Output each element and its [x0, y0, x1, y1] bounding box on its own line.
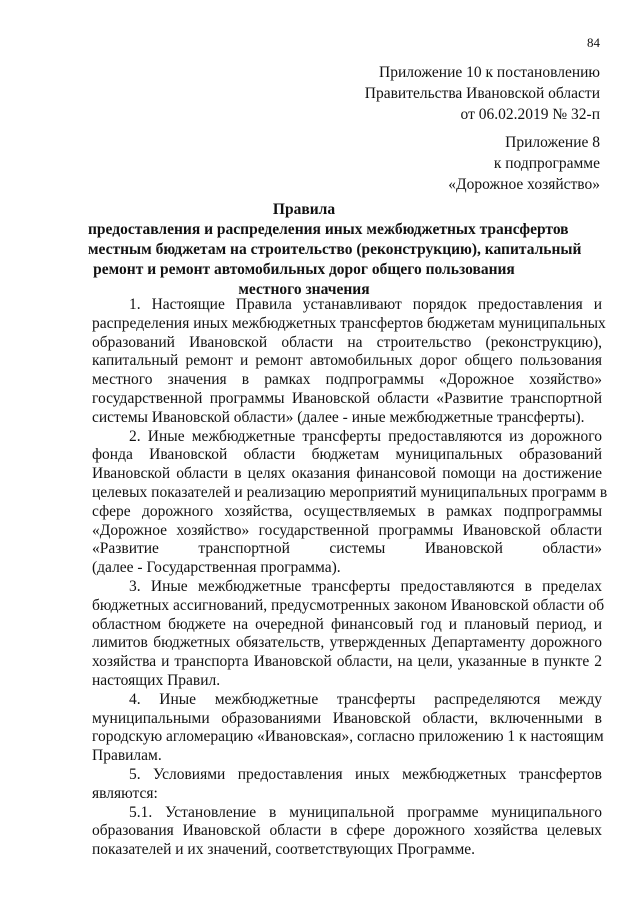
paragraph-1-line: образований Ивановской области на строительство (реконструкцию),: [92, 333, 602, 351]
paragraph-2-line: «Дорожное хозяйство» государственной программы Ивановской области: [92, 521, 602, 539]
paragraph-1-line: системы Ивановской области» (далее - иные межбюджетные трансферты).: [92, 408, 585, 426]
paragraph-2-line: «Развитие транспортной системы Ивановской области»: [92, 540, 602, 558]
appendix-line: к подпрограмме: [493, 155, 600, 172]
paragraph-1-line: капитальный ремонт и ремонт автомобильных дорог общего пользования: [92, 352, 602, 370]
paragraph-2-line: целевых показателей и реализацию мероприятий муниципальных программ в: [92, 483, 608, 501]
paragraph-2-line: (далее - Государственная программа).: [92, 559, 341, 577]
paragraph-1-line: государственной программы Ивановской области «Развитие транспортной: [92, 389, 602, 407]
paragraph-1-line: 1. Настоящие Правила устанавливают порядок предоставления и: [129, 296, 602, 313]
paragraph-2-line: 2. Иные межбюджетные трансферты предоставляются из дорожного: [129, 427, 602, 445]
paragraph-4-line: 4. Иные межбюджетные трансферты распределяются между: [129, 690, 602, 708]
subprogram-appendix-reference: [448, 132, 600, 195]
paragraph-5-1-line: образования Ивановской области в сфере дорожного хозяйства целевых: [92, 822, 602, 840]
paragraph-5-line: 5. Условиями предоставления иных межбюджетных трансфертов: [129, 765, 602, 783]
paragraph-1-line: распределения иных межбюджетных трансфертов бюджетам муниципальных: [92, 314, 606, 332]
paragraph-3-line: 3. Иные межбюджетные трансферты предоставляются в пределах: [129, 577, 602, 595]
paragraph-2-line: фонда Ивановской области бюджетам муниципальных образований: [92, 446, 602, 464]
paragraph-3-line: бюджетных ассигнований, предусмотренных законом Ивановской области об: [92, 596, 605, 614]
paragraph-3-line: областном бюджете на очередной финансовый год и плановый период, и: [92, 615, 602, 633]
title-line: местным бюджетам на строительство (реконструкцию), капитальный: [88, 241, 582, 258]
paragraph-4-line: городскую агломерацию «Ивановская», согласно приложению 1 к настоящим: [92, 728, 604, 746]
document-body: [92, 296, 608, 860]
paragraph-2-line: сфере дорожного хозяйства, осуществляемых в рамках подпрограммы: [92, 502, 602, 520]
appendix-line: Приложение 10 к постановлению: [379, 64, 600, 81]
paragraph-5-1-line: показателей и их значений, соответствующих Программе.: [92, 841, 476, 859]
page-number: 84: [587, 35, 600, 50]
document-title: [88, 200, 582, 300]
appendix-line: от 06.02.2019 № 32-п: [460, 106, 600, 123]
title-line: предоставления и распределения иных межбюджетных трансфертов: [88, 221, 569, 238]
appendix-line: Приложение 8: [505, 134, 600, 151]
paragraph-5-line: являются:: [92, 784, 158, 802]
paragraph-5-1-line: 5.1. Установление в муниципальной программе муниципального: [129, 803, 602, 821]
paragraph-2-line: Ивановской области в целях оказания финансовой помощи на достижение: [92, 465, 602, 483]
paragraph-4-line: муниципальными образованиями Ивановской области, включенными в: [92, 709, 602, 727]
paragraph-4-line: Правилам.: [92, 747, 162, 765]
paragraph-3-line: лимитов бюджетных обязательств, утвержденных Департаменту дорожного: [92, 634, 602, 652]
title-line: Правила: [272, 201, 336, 218]
paragraph-1-line: местного значения в рамках подпрограммы «Дорожное хозяйство»: [92, 371, 602, 389]
title-line: местного значения: [238, 281, 370, 298]
paragraph-3-line: настоящих Правил.: [92, 671, 221, 689]
appendix-reference: [365, 62, 600, 125]
paragraph-3-line: хозяйства и транспорта Ивановской области, на цели, указанные в пункте 2: [92, 653, 602, 671]
appendix-line: «Дорожное хозяйство»: [448, 176, 600, 193]
title-line: ремонт и ремонт автомобильных дорог общего пользования: [93, 261, 515, 278]
appendix-line: Правительства Ивановской области: [364, 85, 600, 102]
